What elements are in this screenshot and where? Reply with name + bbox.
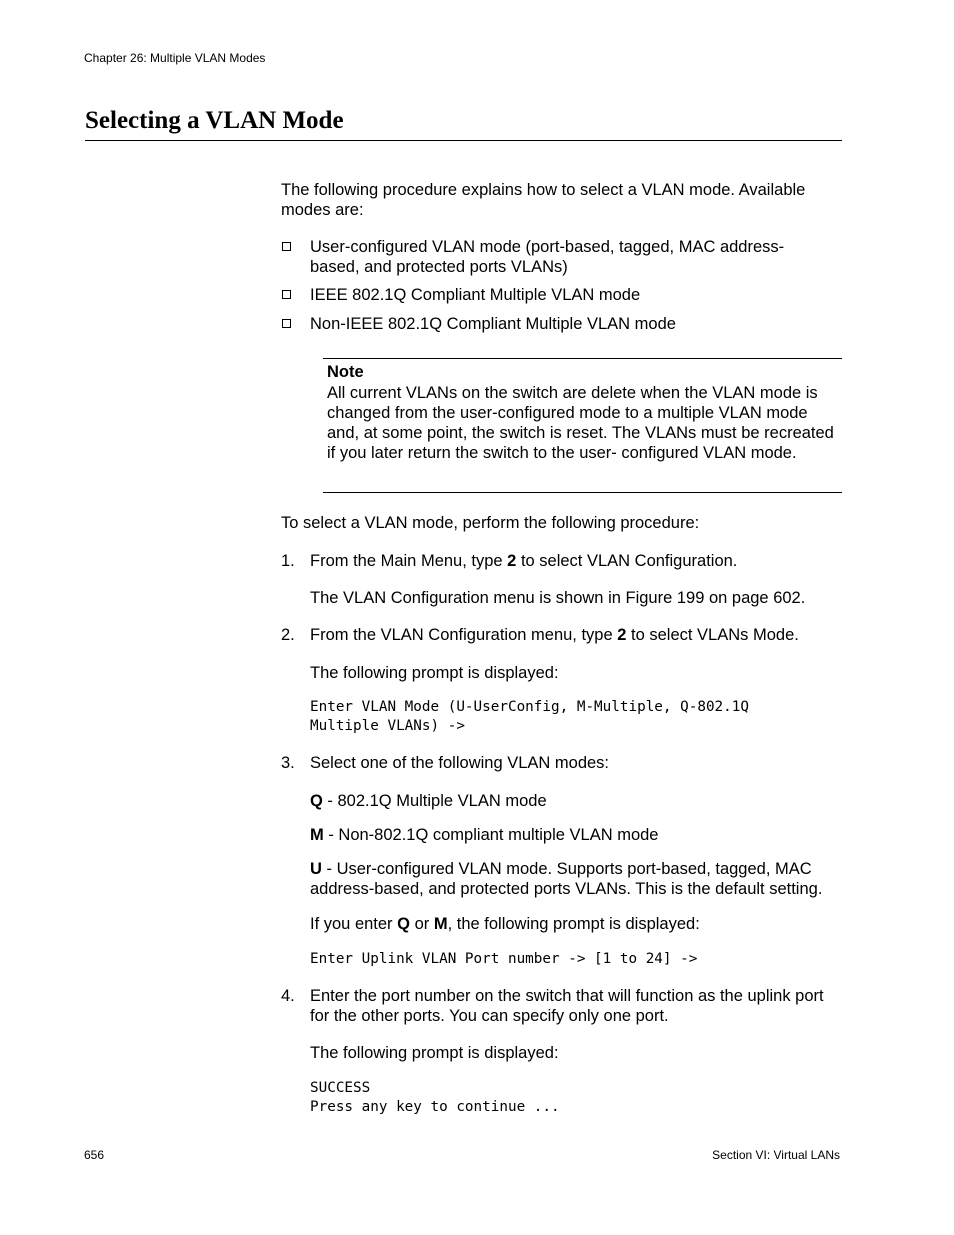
code-line: Enter Uplink VLAN Port number -> [1 to 24] -> <box>310 951 698 967</box>
section-title: Selecting a VLAN Mode <box>85 107 344 134</box>
step-4-text: Enter the port number on the switch that will function as the uplink port for the other ports. You can specify only one port. <box>310 987 824 1025</box>
mode-option-q <box>310 791 842 811</box>
step-2-detail: The following prompt is displayed: <box>310 664 559 682</box>
condition-text: , the following prompt is displayed: <box>447 915 700 933</box>
procedure-intro: To select a VLAN mode, perform the following procedure: <box>281 514 700 532</box>
code-line: Press any key to continue ... <box>310 1099 560 1115</box>
note-text: All current VLANs on the switch are delete when the VLAN mode is changed from the user-configured mode to a multiple VLAN mode and, at some point, the switch is reset. The VLANs must be recreated if you later return the switch to the user- configured VLAN mode. <box>327 384 834 462</box>
code-line: Multiple VLANs) -> <box>310 718 465 734</box>
intro-paragraph: The following procedure explains how to select a VLAN mode. Available modes are: <box>281 181 806 219</box>
step-2-text <box>310 625 842 645</box>
list-item: IEEE 802.1Q Compliant Multiple VLAN mode <box>310 286 641 304</box>
note-label: Note <box>327 363 364 381</box>
list-bullet <box>282 290 291 299</box>
footer-section: Section VI: Virtual LANs <box>712 1148 840 1162</box>
step-number: 1. <box>281 552 295 570</box>
note-top-rule <box>323 358 842 359</box>
list-item: User-configured VLAN mode (port-based, tagged, MAC address-based, and protected ports VLANs) <box>310 238 785 276</box>
code-line: Enter VLAN Mode (U-UserConfig, M-Multiple, Q-802.1Q <box>310 699 749 715</box>
step-key: 2 <box>507 552 517 570</box>
note-bottom-rule <box>323 492 842 493</box>
step-4-detail: The following prompt is displayed: <box>310 1044 559 1062</box>
chapter-header: Chapter 26: Multiple VLAN Modes <box>84 51 266 65</box>
mode-option-u <box>310 859 845 899</box>
mode-option-m <box>310 825 842 845</box>
condition-key: M <box>433 915 448 933</box>
option-text: - 802.1Q Multiple VLAN mode <box>322 792 547 810</box>
step-3-text: Select one of the following VLAN modes: <box>310 754 610 772</box>
option-text: - Non-802.1Q compliant multiple VLAN mode <box>323 826 659 844</box>
step-3-condition <box>310 914 842 934</box>
code-line: SUCCESS <box>310 1080 371 1096</box>
list-bullet <box>282 319 291 328</box>
option-key: M <box>310 826 324 844</box>
step-key: 2 <box>617 626 627 644</box>
step-number: 3. <box>281 754 295 772</box>
step-1-detail: The VLAN Configuration menu is shown in Figure 199 on page 602. <box>310 589 806 607</box>
step-number: 2. <box>281 626 295 644</box>
condition-text: or <box>409 915 434 933</box>
step-text: to select VLAN Configuration. <box>516 552 738 570</box>
title-rule <box>85 140 842 141</box>
step-1-text <box>310 551 842 571</box>
option-key: Q <box>310 792 323 810</box>
list-item: Non-IEEE 802.1Q Compliant Multiple VLAN mode <box>310 315 676 333</box>
option-text: - User-configured VLAN mode. Supports port-based, tagged, MAC address-based, and protected ports VLANs. This is the default setting. <box>310 860 823 898</box>
page-number: 656 <box>84 1148 105 1162</box>
step-text: From the Main Menu, type <box>310 552 508 570</box>
list-bullet <box>282 242 291 251</box>
condition-key: Q <box>397 915 410 933</box>
option-key: U <box>310 860 322 878</box>
condition-text: If you enter <box>310 915 398 933</box>
step-number: 4. <box>281 987 295 1005</box>
step-text: From the VLAN Configuration menu, type <box>310 626 618 644</box>
step-text: to select VLANs Mode. <box>626 626 799 644</box>
